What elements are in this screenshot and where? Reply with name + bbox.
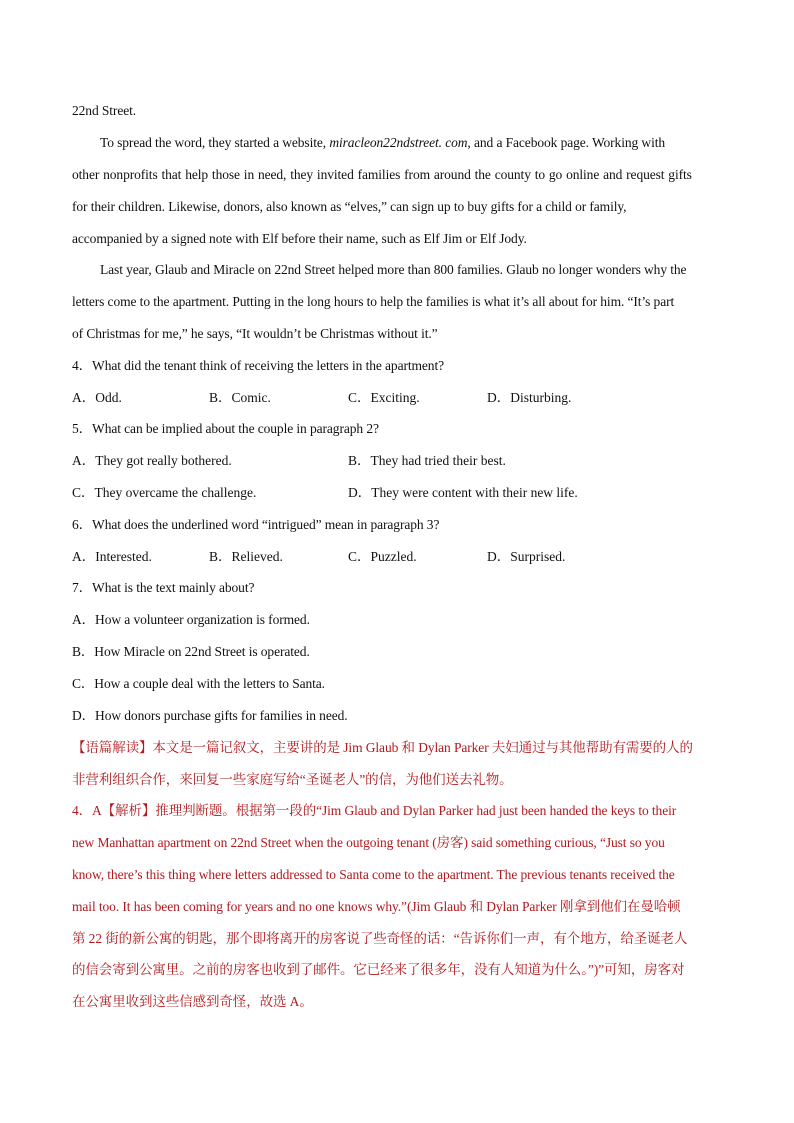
option-a: A．Interested. [72,549,152,564]
option-d: D．Surprised. [487,549,566,564]
question-stem: 7．What is the text mainly about? [72,580,255,595]
analysis-answer-4: mail too. It has been coming for years and no one knows why.”(Jim Glaub 和 Dylan Parker 刚拿到他们在曼哈顿 [72,899,681,914]
analysis-answer-4: 第 22 街的新公寓的钥匙，那个即将离开的房客说了些奇怪的话：“告诉你们一声，有个地方，给圣诞老人 [72,931,688,946]
analysis-intro: 非营利组织合作，来回复一些家庭写给“圣诞老人”的信，为他们送去礼物。 [72,772,513,787]
option-a: A．How a volunteer organization is formed. [72,612,310,627]
passage-line: of Christmas for me,” he says, “It wouldn’t be Christmas without it.” [72,326,438,341]
option-a: A．Odd. [72,390,122,405]
option-b: B．How Miracle on 22nd Street is operated. [72,644,310,659]
question-stem: 4．What did the tenant think of receiving the letters in the apartment? [72,358,444,373]
passage-line: for their children. Likewise, donors, also known as “elves,” can sign up to buy gifts for a child or family, [72,199,627,214]
question-stem [72,515,439,535]
analysis-answer-4: know, there’s this thing where letters addressed to Santa come to the apartment. The previous tenants received the [72,867,675,882]
stem-text: 6．What does the underlined word [72,517,262,532]
analysis-answer-4: 的信会寄到公寓里。之前的房客也收到了邮件。它已经来了很多年，没有人知道为什么。”)”可知，房客对 [72,962,685,977]
option-c: C．They overcame the challenge. [72,485,257,500]
option-a: A．They got really bothered. [72,453,232,468]
passage-line: accompanied by a signed note with Elf before their name, such as Elf Jim or Elf Jody. [72,231,527,246]
passage-line: Last year, Glaub and Miracle on 22nd Street helped more than 800 families. Glaub no longer wonders why the [100,262,687,277]
option-c: C．How a couple deal with the letters to Santa. [72,676,325,691]
passage-line [100,133,665,153]
analysis-answer-4: 4．A【解析】推理判断题。根据第一段的“Jim Glaub and Dylan Parker had just been handed the keys to their [72,803,677,818]
option-d: D．How donors purchase gifts for families in need. [72,708,348,723]
option-b: B．Relieved. [209,549,283,564]
stem-text: mean in paragraph 3? [321,517,440,532]
underlined-word: “intrigued” [261,517,322,532]
option-d: D．Disturbing. [487,390,572,405]
passage-line: letters come to the apartment. Putting in the long hours to help the families is what it’s all about for him. “It’s part [72,294,675,309]
passage-text: To spread the word, they started a website, [100,135,330,150]
option-c: C．Puzzled. [348,549,417,564]
question-stem: 5．What can be implied about the couple in paragraph 2? [72,421,379,436]
analysis-intro: 【语篇解读】本文是一篇记叙文，主要讲的是 Jim Glaub 和 Dylan Parker 夫妇通过与其他帮助有需要的人的 [72,740,693,755]
website-link[interactable]: miracleon22ndstreet. com [329,135,468,150]
passage-line: other nonprofits that help those in need, they invited families from around the county to go online and request gifts [72,167,692,182]
passage-text: , and a Facebook page. Working with [467,135,666,150]
analysis-answer-4: new Manhattan apartment on 22nd Street when the outgoing tenant (房客) said something curious, “Just so you [72,835,665,850]
analysis-answer-4: 在公寓里收到这些信感到奇怪，故选 A。 [72,994,313,1009]
passage-line: 22nd Street. [72,103,137,118]
option-c: C．Exciting. [348,390,420,405]
option-d: D．They were content with their new life. [348,485,578,500]
option-b: B．Comic. [209,390,271,405]
option-b: B．They had tried their best. [348,453,506,468]
